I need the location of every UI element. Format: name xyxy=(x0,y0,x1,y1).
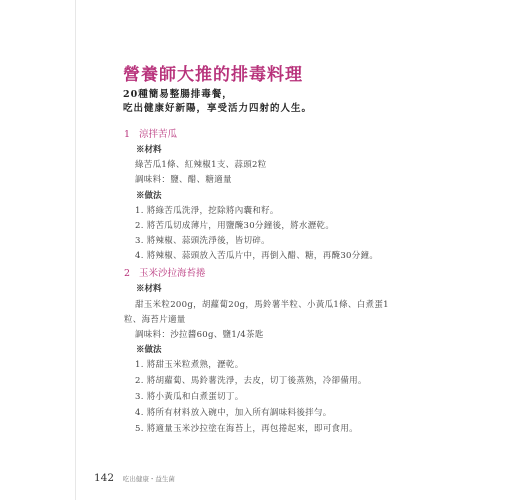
ingredients-heading: ※材料 xyxy=(136,145,162,155)
recipe-name: 涼拌苦瓜 xyxy=(139,129,178,140)
book-page xyxy=(76,0,520,500)
page-title: 營養師大推的排毒料理 xyxy=(123,65,303,85)
ingredient-line: 綠苦瓜1條、紅辣椒1支、蒜頭2粒 xyxy=(135,160,267,170)
recipe-2-heading xyxy=(124,265,206,279)
subtitle-line-1: 20種簡易整腸排毒餐， xyxy=(123,89,233,100)
subtitle-line-2: 吃出健康好新陽，享受活力四射的人生。 xyxy=(123,103,313,114)
page-footer xyxy=(94,472,175,484)
step-line: 3. 將小黃瓜和白煮蛋切丁。 xyxy=(135,392,244,402)
step-line: 3. 將辣椒、蒜頭洗淨後，皆切碎。 xyxy=(135,236,270,246)
ingredients-heading: ※材料 xyxy=(136,284,162,294)
step-line: 5. 將適量玉米沙拉塗在海苔上，再包捲起來，即可食用。 xyxy=(135,424,358,434)
method-heading: ※做法 xyxy=(136,345,162,355)
step-line: 1. 將甜玉米粒煮熟，瀝乾。 xyxy=(135,360,244,370)
ingredient-line: 調味料：沙拉醬60g、鹽1/4茶匙 xyxy=(135,330,264,340)
step-line: 2. 將苦瓜切成薄片，用鹽醃30分鐘後，將水瀝乾。 xyxy=(135,221,335,231)
step-line: 4. 將辣椒、蒜頭放入苦瓜片中，再倒入醋、糖，再醃30分鐘。 xyxy=(135,251,379,261)
recipe-1-heading xyxy=(124,126,177,140)
ingredient-line: 調味料：鹽、醋、糖適量 xyxy=(135,175,232,185)
step-line: 2. 將胡蘿蔔、馬鈴薯洗淨，去皮，切丁後蒸熟，冷卻備用。 xyxy=(135,376,367,386)
book-title-footer: 吃出健康・益生菌 xyxy=(122,475,175,483)
recipe-name: 玉米沙拉海苔捲 xyxy=(139,268,206,279)
recipe-number: 2 xyxy=(124,268,131,279)
ingredient-line: 甜玉米粒200g，胡蘿蔔20g，馬鈴薯半粒、小黃瓜1條、白煮蛋1 xyxy=(135,300,389,310)
step-line: 4. 將所有材料放入碗中，加入所有調味料後拌勻。 xyxy=(135,408,332,418)
page-number: 142 xyxy=(94,472,115,484)
step-line: 1. 將綠苦瓜洗淨，挖除將內囊和籽。 xyxy=(135,206,279,216)
ingredient-line-wrap: 粒、海苔片適量 xyxy=(124,315,186,325)
method-heading: ※做法 xyxy=(136,191,162,201)
recipe-number: 1 xyxy=(124,129,131,140)
